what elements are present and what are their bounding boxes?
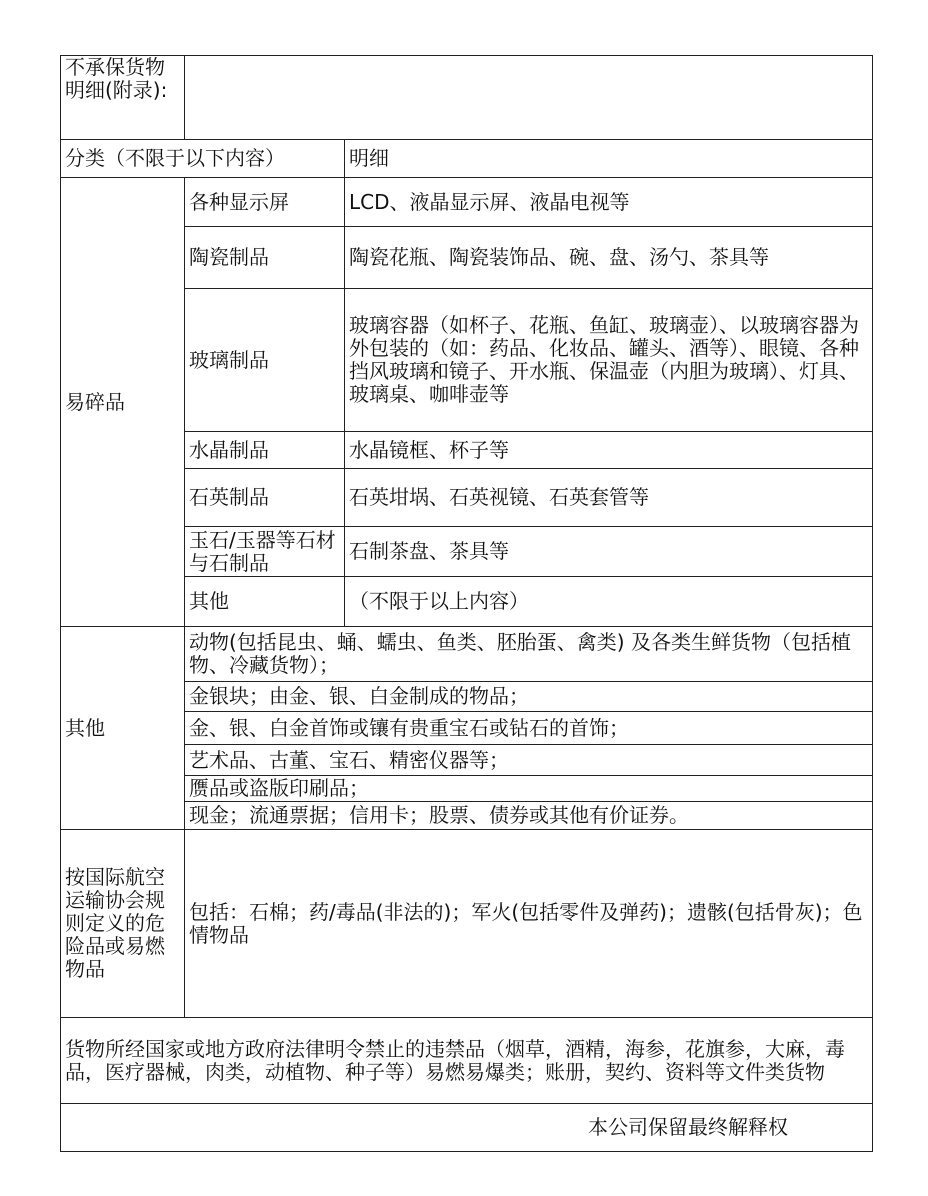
header-row — [61, 140, 873, 178]
other-item: 赝品或盗版印刷品； — [185, 776, 873, 802]
other-item: 动物(包括昆虫、蛹、蠕虫、鱼类、胚胎蛋、禽类) 及各类生鲜货物（包括植物、冷藏货物）； — [185, 627, 873, 682]
dangerous-detail: 包括：石棉；药/毒品(非法的)；军火(包括零件及弹药)；遗骸(包括骨灰)；色情物品 — [185, 830, 873, 1018]
fragile-row — [61, 178, 873, 227]
fragile-detail: （不限于以上内容） — [345, 577, 873, 627]
dangerous-group-label: 按国际航空运输协会规则定义的危险品或易燃物品 — [61, 830, 185, 1018]
intro-value — [185, 56, 873, 140]
header-detail: 明细 — [345, 140, 873, 178]
fragile-subcategory: 其他 — [185, 577, 345, 627]
footer-note: 本公司保留最终解释权 — [61, 1104, 873, 1152]
fragile-detail: 玻璃容器（如杯子、花瓶、鱼缸、玻璃壶）、以玻璃容器为外包装的（如：药品、化妆品、罐头、酒等）、眼镜、各种挡风玻璃和镜子、开水瓶、保温壶（内胆为玻璃）、灯具、玻璃桌、咖啡壶等 — [345, 289, 873, 432]
other-item: 金、银、白金首饰或镶有贵重宝石或钻石的首饰； — [185, 712, 873, 745]
fragile-subcategory: 石英制品 — [185, 469, 345, 527]
fragile-subcategory: 玉石/玉器等石材与石制品 — [185, 527, 345, 577]
fragile-detail: 石英坩埚、石英视镜、石英套管等 — [345, 469, 873, 527]
prohibited-text: 货物所经国家或地方政府法律明令禁止的违禁品（烟草，酒精，海参，花旗参，大麻，毒品，医疗器械，肉类，动植物、种子等）易燃易爆类；账册，契约、资料等文件类货物 — [61, 1018, 873, 1104]
intro-label: 不承保货物明细(附录): — [61, 56, 185, 140]
dangerous-row — [61, 830, 873, 1018]
fragile-detail: 水晶镜框、杯子等 — [345, 432, 873, 469]
fragile-detail: 石制茶盘、茶具等 — [345, 527, 873, 577]
fragile-subcategory: 水晶制品 — [185, 432, 345, 469]
other-item: 现金；流通票据；信用卡；股票、债券或其他有价证券。 — [185, 802, 873, 830]
exclusion-table — [60, 55, 873, 1152]
prohibited-row — [61, 1018, 873, 1104]
fragile-subcategory: 陶瓷制品 — [185, 227, 345, 289]
fragile-detail: 陶瓷花瓶、陶瓷装饰品、碗、盘、汤勺、茶具等 — [345, 227, 873, 289]
other-group-label: 其他 — [61, 627, 185, 830]
header-category: 分类（不限于以下内容） — [61, 140, 345, 178]
other-item: 艺术品、古董、宝石、精密仪器等； — [185, 745, 873, 776]
fragile-subcategory: 各种显示屏 — [185, 178, 345, 227]
fragile-group-label: 易碎品 — [61, 178, 185, 627]
fragile-subcategory: 玻璃制品 — [185, 289, 345, 432]
intro-row — [61, 56, 873, 140]
other-item: 金银块；由金、银、白金制成的物品； — [185, 682, 873, 712]
footer-row — [61, 1104, 873, 1152]
other-row — [61, 627, 873, 682]
fragile-detail: LCD、液晶显示屏、液晶电视等 — [345, 178, 873, 227]
